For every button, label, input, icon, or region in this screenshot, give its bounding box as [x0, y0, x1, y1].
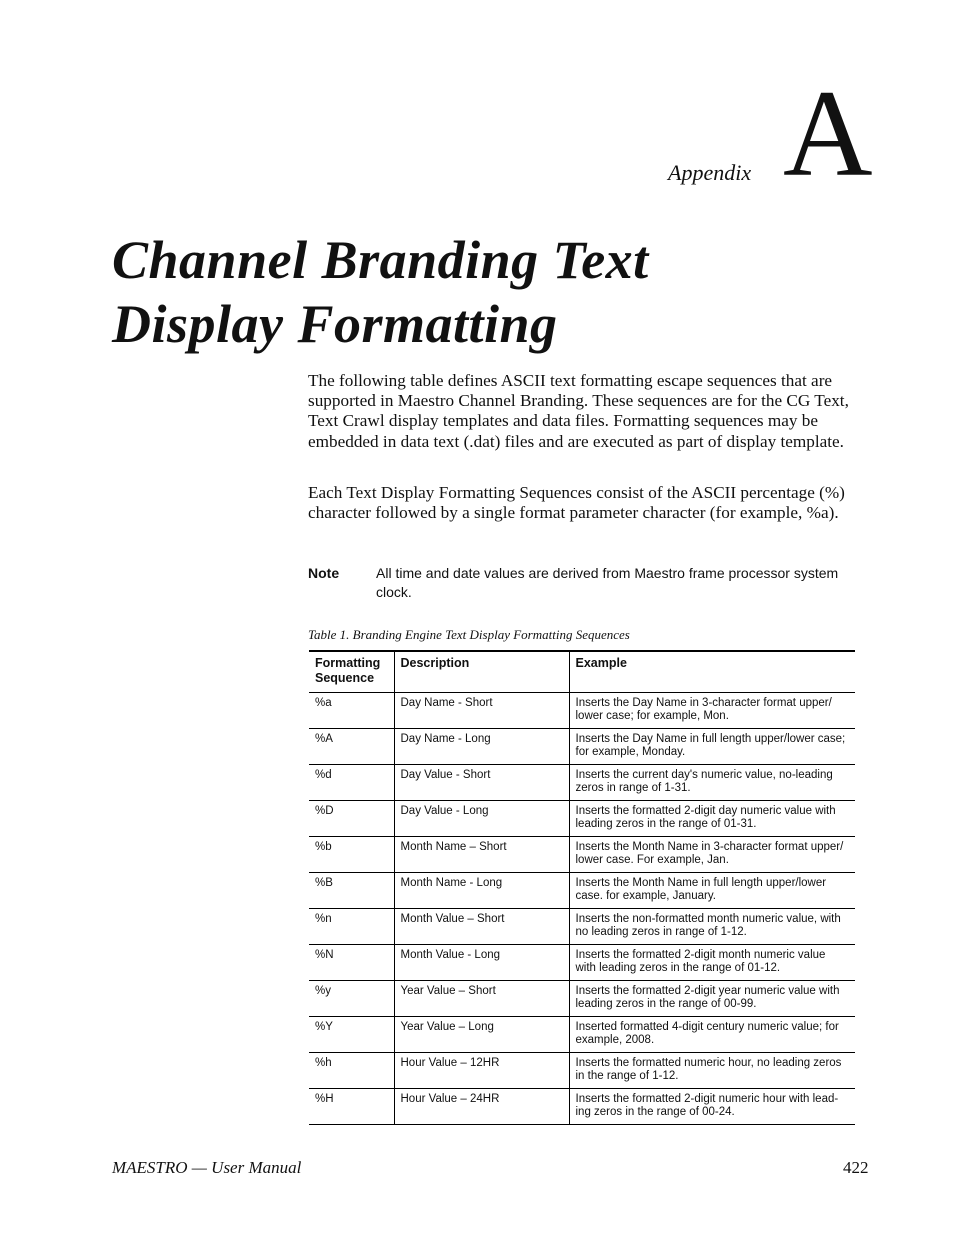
- appendix-letter: A: [783, 65, 873, 202]
- table-row: [309, 981, 855, 1017]
- table-row: [309, 693, 855, 729]
- cell-sequence: %Y: [309, 1017, 394, 1053]
- page-title: [112, 228, 649, 356]
- formatting-sequences-table: [309, 650, 855, 1125]
- cell-example: Inserts the formatted 2-digit day numeric value with leading zeros in the range of 01-31.: [569, 801, 855, 837]
- cell-example: Inserts the Day Name in full length upper/lower case; for example, Monday.: [569, 729, 855, 765]
- table-row: [309, 945, 855, 981]
- cell-sequence: %h: [309, 1053, 394, 1089]
- cell-description: Day Name - Long: [394, 729, 569, 765]
- note-label: Note: [308, 565, 340, 581]
- table-row: [309, 1089, 855, 1125]
- table-caption: Table 1. Branding Engine Text Display Formatting Sequences: [308, 627, 630, 642]
- table-row: [309, 909, 855, 945]
- cell-description: Year Value – Long: [394, 1017, 569, 1053]
- footer-manual-title: MAESTRO — User Manual: [112, 1158, 302, 1177]
- page-title-line-2: Display Formatting: [112, 294, 558, 354]
- intro-paragraph: The following table defines ASCII text formatting escape sequences that are supported in Maestro Channel Branding. These sequences are for the CG Text, Text Crawl display templates and data files. Formatting sequences may be embedded in data text (.dat) files and are executed as part of display template.: [308, 371, 849, 451]
- cell-example: Inserts the Month Name in 3-character format upper/ lower case. For example, Jan.: [569, 837, 855, 873]
- cell-description: Hour Value – 12HR: [394, 1053, 569, 1089]
- page-title-line-1: Channel Branding Text: [112, 230, 649, 290]
- cell-sequence: %D: [309, 801, 394, 837]
- cell-sequence: %n: [309, 909, 394, 945]
- cell-example: Inserts the non-formatted month numeric value, with no leading zeros in range of 1-12.: [569, 909, 855, 945]
- cell-sequence: %a: [309, 693, 394, 729]
- appendix-label: Appendix: [668, 160, 752, 185]
- cell-example: Inserts the formatted 2-digit month numeric value with leading zeros in the range of 01-12.: [569, 945, 855, 981]
- header-formatting-sequence: Formatting Sequence: [309, 651, 394, 693]
- table-row: [309, 1053, 855, 1089]
- cell-example: Inserts the Month Name in full length upper/lower case. for example, January.: [569, 873, 855, 909]
- cell-description: Day Name - Short: [394, 693, 569, 729]
- cell-example: Inserts the formatted 2-digit numeric hour with lead- ing zeros in the range of 00-24.: [569, 1089, 855, 1125]
- cell-description: Day Value - Short: [394, 765, 569, 801]
- cell-description: Hour Value – 24HR: [394, 1089, 569, 1125]
- cell-example: Inserts the formatted 2-digit year numeric value with leading zeros in the range of 00-99.: [569, 981, 855, 1017]
- table-row: [309, 801, 855, 837]
- header-description: Description: [394, 651, 569, 693]
- table-row: [309, 765, 855, 801]
- footer-page-number: 422: [843, 1158, 869, 1177]
- table-row: [309, 837, 855, 873]
- table-row: [309, 873, 855, 909]
- cell-description: Month Value – Short: [394, 909, 569, 945]
- cell-description: Month Name – Short: [394, 837, 569, 873]
- cell-sequence: %B: [309, 873, 394, 909]
- cell-sequence: %b: [309, 837, 394, 873]
- table-header-row: [309, 651, 855, 693]
- format-paragraph: Each Text Display Formatting Sequences consist of the ASCII percentage (%) character followed by a single format parameter character (for example, %a).: [308, 483, 845, 523]
- note-text: All time and date values are derived from Maestro frame processor system clock.: [376, 565, 839, 600]
- cell-sequence: %H: [309, 1089, 394, 1125]
- cell-sequence: %d: [309, 765, 394, 801]
- table-row: [309, 1017, 855, 1053]
- cell-sequence: %y: [309, 981, 394, 1017]
- cell-description: Month Value - Long: [394, 945, 569, 981]
- cell-example: Inserted formatted 4-digit century numeric value; for example, 2008.: [569, 1017, 855, 1053]
- cell-example: Inserts the Day Name in 3-character format upper/ lower case; for example, Mon.: [569, 693, 855, 729]
- cell-description: Month Name - Long: [394, 873, 569, 909]
- cell-example: Inserts the current day's numeric value, no-leading zeros in range of 1-31.: [569, 765, 855, 801]
- header-example: Example: [569, 651, 855, 693]
- table-row: [309, 729, 855, 765]
- cell-sequence: %A: [309, 729, 394, 765]
- cell-sequence: %N: [309, 945, 394, 981]
- cell-description: Day Value - Long: [394, 801, 569, 837]
- cell-example: Inserts the formatted numeric hour, no leading zeros in the range of 1-12.: [569, 1053, 855, 1089]
- cell-description: Year Value – Short: [394, 981, 569, 1017]
